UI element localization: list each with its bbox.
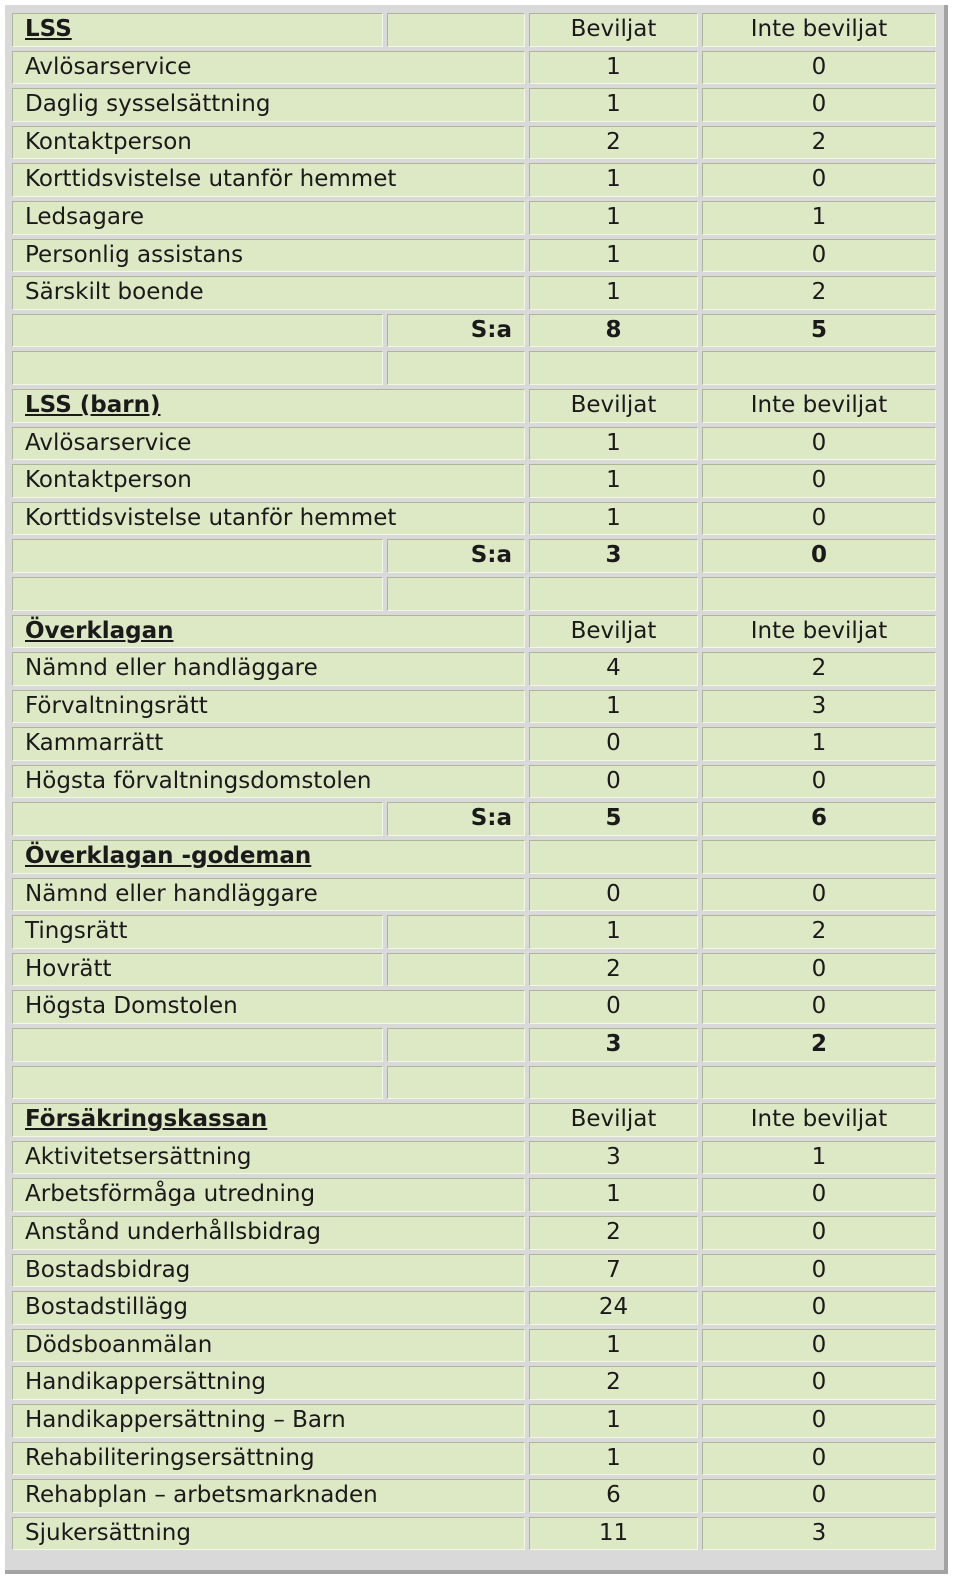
table-row — [12, 500, 936, 538]
table-body — [12, 11, 936, 1552]
row-label: Aktivitetsersättning — [12, 1141, 525, 1175]
granted-value: 0 — [529, 878, 698, 912]
empty-cell — [387, 953, 525, 987]
empty-cell — [387, 13, 525, 47]
table-row — [12, 763, 936, 801]
table-row — [12, 1289, 936, 1327]
column-header-granted: Beviljat — [529, 1103, 698, 1137]
granted-value: 1 — [529, 239, 698, 273]
row-label: Daglig sysselsättning — [12, 88, 525, 122]
denied-value: 0 — [702, 878, 936, 912]
denied-value: 0 — [702, 953, 936, 987]
table-row — [12, 425, 936, 463]
statistics-table — [5, 5, 948, 1574]
denied-value: 3 — [702, 690, 936, 724]
granted-value: 0 — [529, 990, 698, 1024]
row-label: Dödsboanmälan — [12, 1329, 525, 1363]
section-header-row — [12, 11, 936, 49]
row-label: Personlig assistans — [12, 239, 525, 273]
row-label: Sjukersättning — [12, 1517, 525, 1551]
table-row — [12, 1214, 936, 1252]
empty-cell — [702, 840, 936, 874]
denied-value: 2 — [702, 276, 936, 310]
denied-value: 3 — [702, 1517, 936, 1551]
denied-value: 0 — [702, 1254, 936, 1288]
empty-cell — [12, 351, 383, 385]
empty-cell — [387, 577, 525, 611]
table-row — [12, 1139, 936, 1177]
denied-value: 0 — [702, 88, 936, 122]
section-title: Överklagan — [12, 615, 525, 649]
granted-value: 1 — [529, 51, 698, 85]
row-label: Tingsrätt — [12, 915, 383, 949]
row-label: Högsta Domstolen — [12, 990, 525, 1024]
granted-value: 1 — [529, 163, 698, 197]
row-label: Handikappersättning — [12, 1366, 525, 1400]
sum-denied: 0 — [702, 539, 936, 573]
section-header-row — [12, 387, 936, 425]
section-header-row — [12, 1101, 936, 1139]
table-row — [12, 199, 936, 237]
granted-value: 4 — [529, 652, 698, 686]
section-title: LSS — [12, 13, 383, 47]
empty-cell — [387, 915, 525, 949]
denied-value: 0 — [702, 1442, 936, 1476]
denied-value: 0 — [702, 163, 936, 197]
granted-value: 1 — [529, 1178, 698, 1212]
row-label: Arbetsförmåga utredning — [12, 1178, 525, 1212]
sum-row — [12, 1026, 936, 1064]
sum-granted: 3 — [529, 1028, 698, 1062]
column-header-granted: Beviljat — [529, 389, 698, 423]
empty-cell — [702, 351, 936, 385]
granted-value: 2 — [529, 953, 698, 987]
granted-value: 1 — [529, 1442, 698, 1476]
table-row — [12, 1252, 936, 1290]
empty-cell — [702, 577, 936, 611]
column-header-denied: Inte beviljat — [702, 13, 936, 47]
granted-value: 1 — [529, 464, 698, 498]
granted-value: 3 — [529, 1141, 698, 1175]
sum-label: S:a — [387, 539, 525, 573]
granted-value: 6 — [529, 1479, 698, 1513]
table-row — [12, 86, 936, 124]
granted-value: 11 — [529, 1517, 698, 1551]
empty-cell — [12, 1028, 383, 1062]
row-label: Kontaktperson — [12, 464, 525, 498]
denied-value: 0 — [702, 1366, 936, 1400]
row-label: Högsta förvaltningsdomstolen — [12, 765, 525, 799]
table-row — [12, 49, 936, 87]
table-row — [12, 688, 936, 726]
sum-denied: 2 — [702, 1028, 936, 1062]
denied-value: 0 — [702, 1479, 936, 1513]
sum-label: S:a — [387, 314, 525, 348]
denied-value: 1 — [702, 201, 936, 235]
granted-value: 2 — [529, 126, 698, 160]
empty-cell — [12, 314, 383, 348]
row-label: Korttidsvistelse utanför hemmet — [12, 502, 525, 536]
empty-cell — [387, 1028, 525, 1062]
granted-value: 0 — [529, 727, 698, 761]
table-row — [12, 161, 936, 199]
table-row — [12, 237, 936, 275]
row-label: Handikappersättning – Barn — [12, 1404, 525, 1438]
granted-value: 1 — [529, 88, 698, 122]
table-row — [12, 988, 936, 1026]
denied-value: 0 — [702, 464, 936, 498]
table-row — [12, 1364, 936, 1402]
granted-value: 1 — [529, 201, 698, 235]
empty-cell — [702, 1066, 936, 1100]
empty-cell — [529, 1066, 698, 1100]
empty-cell — [12, 539, 383, 573]
row-label: Avlösarservice — [12, 427, 525, 461]
row-label: Avlösarservice — [12, 51, 525, 85]
granted-value: 1 — [529, 915, 698, 949]
row-label: Särskilt boende — [12, 276, 525, 310]
granted-value: 1 — [529, 502, 698, 536]
empty-cell — [529, 577, 698, 611]
table-row — [12, 650, 936, 688]
row-label: Rehabiliteringsersättning — [12, 1442, 525, 1476]
granted-value: 0 — [529, 765, 698, 799]
empty-cell — [12, 1066, 383, 1100]
granted-value: 7 — [529, 1254, 698, 1288]
section-header-row — [12, 613, 936, 651]
spacer-row — [12, 575, 936, 613]
denied-value: 2 — [702, 126, 936, 160]
sum-granted: 8 — [529, 314, 698, 348]
granted-value: 1 — [529, 427, 698, 461]
spacer-row — [12, 349, 936, 387]
table-row — [12, 725, 936, 763]
row-label: Bostadstillägg — [12, 1291, 525, 1325]
column-header-denied: Inte beviljat — [702, 615, 936, 649]
table-row — [12, 1440, 936, 1478]
row-label: Kontaktperson — [12, 126, 525, 160]
sum-label: S:a — [387, 802, 525, 836]
row-label: Hovrätt — [12, 953, 383, 987]
sum-row — [12, 537, 936, 575]
denied-value: 0 — [702, 427, 936, 461]
table-row — [12, 1477, 936, 1515]
row-label: Nämnd eller handläggare — [12, 878, 525, 912]
granted-value: 1 — [529, 1404, 698, 1438]
table-row — [12, 951, 936, 989]
granted-value: 1 — [529, 1329, 698, 1363]
section-title: Försäkringskassan — [12, 1103, 525, 1137]
denied-value: 1 — [702, 1141, 936, 1175]
column-header-denied: Inte beviljat — [702, 1103, 936, 1137]
row-label: Rehabplan – arbetsmarknaden — [12, 1479, 525, 1513]
denied-value: 0 — [702, 765, 936, 799]
granted-value: 1 — [529, 276, 698, 310]
empty-cell — [12, 802, 383, 836]
table-row — [12, 1327, 936, 1365]
empty-cell — [387, 351, 525, 385]
spacer-row — [12, 1064, 936, 1102]
row-label: Förvaltningsrätt — [12, 690, 525, 724]
denied-value: 0 — [702, 51, 936, 85]
table-row — [12, 462, 936, 500]
denied-value: 0 — [702, 502, 936, 536]
table-row — [12, 1515, 936, 1553]
denied-value: 1 — [702, 727, 936, 761]
section-header-row — [12, 838, 936, 876]
denied-value: 0 — [702, 1178, 936, 1212]
sum-row — [12, 312, 936, 350]
granted-value: 2 — [529, 1366, 698, 1400]
row-label: Bostadsbidrag — [12, 1254, 525, 1288]
table-row — [12, 1402, 936, 1440]
denied-value: 0 — [702, 1404, 936, 1438]
row-label: Ledsagare — [12, 201, 525, 235]
table-row — [12, 274, 936, 312]
row-label: Nämnd eller handläggare — [12, 652, 525, 686]
table-row — [12, 876, 936, 914]
empty-cell — [12, 577, 383, 611]
denied-value: 0 — [702, 1329, 936, 1363]
table-row — [12, 124, 936, 162]
section-title: LSS (barn) — [12, 389, 525, 423]
empty-cell — [529, 351, 698, 385]
table-row — [12, 1176, 936, 1214]
denied-value: 0 — [702, 1291, 936, 1325]
row-label: Korttidsvistelse utanför hemmet — [12, 163, 525, 197]
empty-cell — [387, 1066, 525, 1100]
table-row — [12, 913, 936, 951]
denied-value: 2 — [702, 652, 936, 686]
column-header-denied: Inte beviljat — [702, 389, 936, 423]
sum-denied: 5 — [702, 314, 936, 348]
column-header-granted: Beviljat — [529, 615, 698, 649]
denied-value: 2 — [702, 915, 936, 949]
sum-granted: 5 — [529, 802, 698, 836]
row-label: Anstånd underhållsbidrag — [12, 1216, 525, 1250]
row-label: Kammarrätt — [12, 727, 525, 761]
sum-denied: 6 — [702, 802, 936, 836]
empty-cell — [529, 840, 698, 874]
granted-value: 1 — [529, 690, 698, 724]
section-title: Överklagan -godeman — [12, 840, 525, 874]
granted-value: 2 — [529, 1216, 698, 1250]
column-header-granted: Beviljat — [529, 13, 698, 47]
sum-row — [12, 800, 936, 838]
sum-granted: 3 — [529, 539, 698, 573]
denied-value: 0 — [702, 990, 936, 1024]
granted-value: 24 — [529, 1291, 698, 1325]
denied-value: 0 — [702, 239, 936, 273]
denied-value: 0 — [702, 1216, 936, 1250]
